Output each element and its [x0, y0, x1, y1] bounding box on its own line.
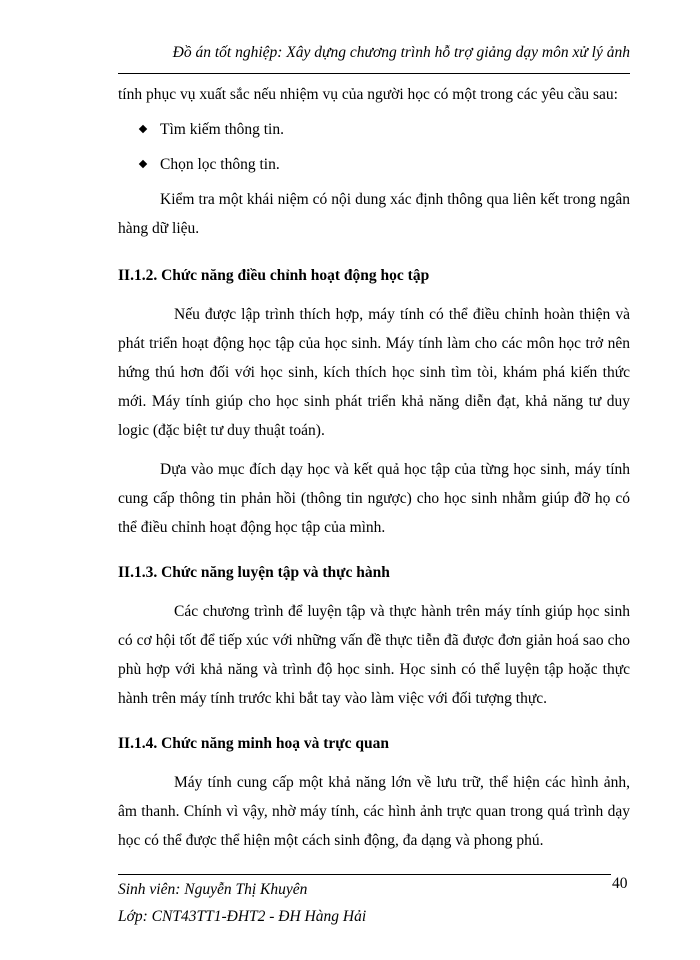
- document-body: [118, 74, 630, 855]
- class-name: Lớp: CNT43TT1-ĐHT2 - ĐH Hàng Hải: [118, 908, 367, 925]
- diamond-bullet-icon: [139, 160, 147, 168]
- section-paragraph: Các chương trình để luyện tập và thực hành trên máy tính giúp học sinh có cơ hội tốt để tiếp xúc với những vấn đề thực tiễn đã được đơn giản hoá sao cho phù hợp với khả năng và trình độ học sinh. Học sinh có thể luyện tập hoặc thực hành trên máy tính trước khi bắt tay vào làm việc với đối tượng thực.: [118, 603, 630, 707]
- intro-paragraph: tính phục vụ xuất sắc nếu nhiệm vụ của người học có một trong các yêu cầu sau:: [118, 86, 618, 103]
- footer-divider: [118, 874, 611, 875]
- section-paragraph: Máy tính cung cấp một khả năng lớn về lưu trữ, thể hiện các hình ảnh, âm thanh. Chính vì vậy, nhờ máy tính, các hình ảnh trực quan trong quá trình dạy học có thể được thể hiện một cách sinh động, đa dạng và phong phú.: [118, 774, 630, 849]
- section-heading: II.1.4. Chức năng minh hoạ và trực quan: [118, 735, 389, 752]
- section-heading: II.1.2. Chức năng điều chỉnh hoạt động học tập: [118, 267, 430, 284]
- check-paragraph: Kiểm tra một khái niệm có nội dung xác định thông qua liên kết trong ngân hàng dữ liệu.: [118, 191, 630, 237]
- page-footer: [118, 876, 630, 930]
- list-item: Tìm kiếm thông tin.: [118, 115, 630, 144]
- bullet-list: [118, 115, 630, 179]
- list-item: Chọn lọc thông tin.: [118, 150, 630, 179]
- diamond-bullet-icon: [139, 125, 147, 133]
- section-heading: II.1.3. Chức năng luyện tập và thực hành: [118, 564, 390, 581]
- page-header: Đồ án tốt nghiệp: Xây dựng chương trình hỗ trợ giảng dạy môn xử lý ảnh: [172, 44, 630, 61]
- page-number: 40: [612, 875, 628, 892]
- section-paragraph: Dựa vào mục đích dạy học và kết quả học tập của từng học sinh, máy tính cung cấp thông tin phản hồi (thông tin ngược) cho học sinh nhằm giúp đỡ họ có thể điều chỉnh hoạt động học tập của mình.: [118, 461, 630, 536]
- section-paragraph: Nếu được lập trình thích hợp, máy tính có thể điều chỉnh hoàn thiện và phát triển hoạt động học tập của học sinh. Máy tính làm cho các môn học trở nên hứng thú hơn đối với học sinh, kích thích học sinh tìm tòi, khám phá kiến thức mới. Máy tính giúp cho học sinh phát triển khả năng diễn đạt, khả năng tư duy logic (đặc biệt tư duy thuật toán).: [118, 306, 630, 439]
- student-name: Sinh viên: Nguyễn Thị Khuyên: [118, 881, 308, 898]
